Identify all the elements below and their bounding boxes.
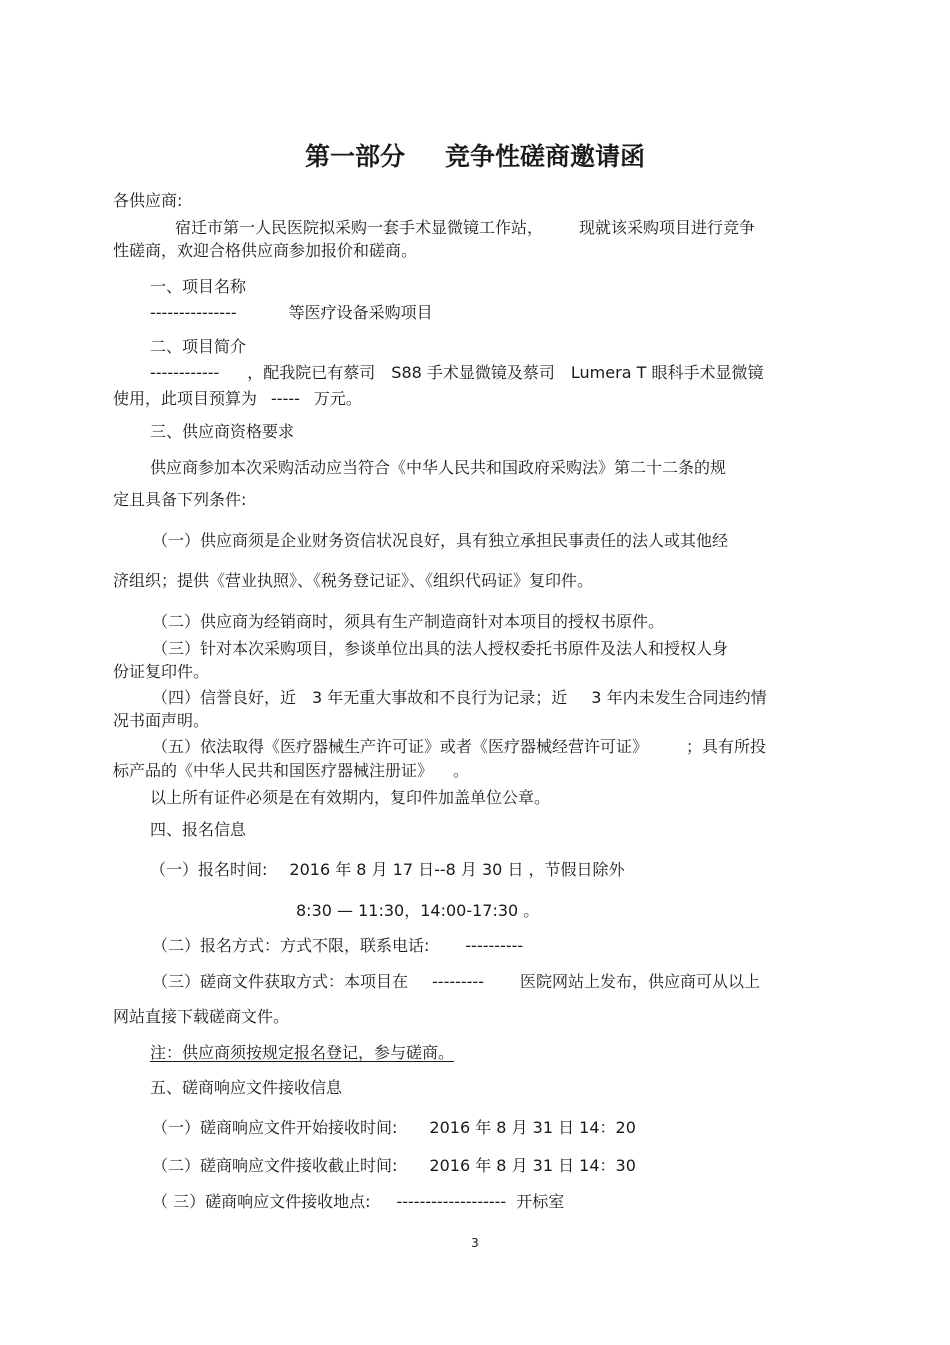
qualification-intro-line-2: 定且具备下列条件: <box>113 490 247 509</box>
receipt-start-time: 2016 年 8 月 31 日 14：20 <box>429 1118 636 1137</box>
certificate-note: 以上所有证件必须是在有效期内，复印件加盖单位公章。 <box>150 788 551 807</box>
phone-blank: ---------- <box>465 936 524 955</box>
receipt-deadline-time: 2016 年 8 月 31 日 14：30 <box>429 1156 636 1175</box>
website-blank: --------- <box>432 972 484 991</box>
section-1-heading: 一、项目名称 <box>150 277 247 296</box>
section-2-heading: 二、项目简介 <box>150 337 247 356</box>
requirement-1-line-2: 济组织；提供《营业执照》、《税务登记证》、《组织代码证》复印件。 <box>113 571 594 590</box>
document-access-line-1: （三）磋商文件获取方式：本项目在 --------- 医院网站上发布，供应商可从以上 <box>152 972 760 991</box>
requirement-3-line-1: （三）针对本次采购项目，参谈单位出具的法人授权委托书原件及法人和授权人身 <box>152 639 729 658</box>
page-number: 3 <box>471 1236 479 1250</box>
budget-blank: ----- <box>271 389 300 408</box>
receipt-deadline-line: （二）磋商响应文件接收截止时间: 2016 年 8 月 31 日 14：30 <box>152 1156 636 1175</box>
receipt-location-line: （ 三）磋商响应文件接收地点: ------------------- 开标室 <box>152 1192 565 1211</box>
requirement-4-line-2: 况书面声明。 <box>113 711 210 730</box>
greeting: 各供应商: <box>113 191 183 210</box>
title-part: 第一部分 <box>304 142 405 171</box>
document-access-line-2: 网站直接下载磋商文件。 <box>113 1007 290 1026</box>
project-name-line: --------------- 等医疗设备采购项目 <box>150 303 433 322</box>
intro-line-1: 宿迁市第一人民医院拟采购一套手术显微镜工作站， 现就该采购项目进行竞争 <box>175 218 756 237</box>
registration-time-line: （一）报名时间: 2016 年 8 月 17 日--8 月 30 日 ，节假日除外 <box>150 860 625 879</box>
requirement-3-line-2: 份证复印件。 <box>113 662 210 681</box>
title-name: 竞争性磋商邀请函 <box>445 142 646 171</box>
qualification-intro-line-1: 供应商参加本次采购活动应当符合《中华人民共和国政府采购法》第二十二条的规 <box>150 458 727 477</box>
section-5-heading: 五、磋商响应文件接收信息 <box>150 1078 343 1097</box>
registration-method-line: （二）报名方式：方式不限，联系电话: ---------- <box>152 936 524 955</box>
project-brief-line-2: 使用，此项目预算为 ----- 万元。 <box>113 389 362 408</box>
registration-note: 注：供应商须按规定报名登记，参与磋商。 <box>150 1043 455 1062</box>
requirement-5-line-2: 标产品的《中华人民共和国医疗器械注册证》 。 <box>113 761 470 780</box>
location-blank: ------------------- <box>396 1192 507 1211</box>
registration-dates: 2016 年 8 月 17 日--8 月 30 日 ，节假日除外 <box>289 860 625 879</box>
section-4-heading: 四、报名信息 <box>150 820 247 839</box>
page-title <box>0 142 950 172</box>
registration-hours: 8:30 — 11:30，14:00-17:30 。 <box>296 901 540 920</box>
receipt-start-line: （一）磋商响应文件开始接收时间: 2016 年 8 月 31 日 14：20 <box>152 1118 636 1137</box>
requirement-1-line-1: （一）供应商须是企业财务资信状况良好，具有独立承担民事责任的法人或其他经 <box>152 531 729 550</box>
requirement-2: （二）供应商为经销商时，须具有生产制造商针对本项目的授权书原件。 <box>152 612 665 631</box>
project-brief-line-1: ------------ ，配我院已有蔡司 S88 手术显微镜及蔡司 Lumera T 眼科手术显微镜 <box>150 363 764 382</box>
section-3-heading: 三、供应商资格要求 <box>150 422 295 441</box>
intro-line-2: 性磋商，欢迎合格供应商参加报价和磋商。 <box>113 241 418 260</box>
project-brief-blank: ------------ <box>150 363 220 382</box>
requirement-4-line-1: （四）信誉良好，近 3 年无重大事故和不良行为记录；近 3 年内未发生合同违约情 <box>152 688 767 707</box>
receipt-location: 开标室 <box>516 1192 565 1211</box>
requirement-5-line-1: （五）依法取得《医疗器械生产许可证》或者《医疗器械经营许可证》 ；具有所投 <box>152 737 767 756</box>
project-name-blank: --------------- <box>150 303 237 322</box>
